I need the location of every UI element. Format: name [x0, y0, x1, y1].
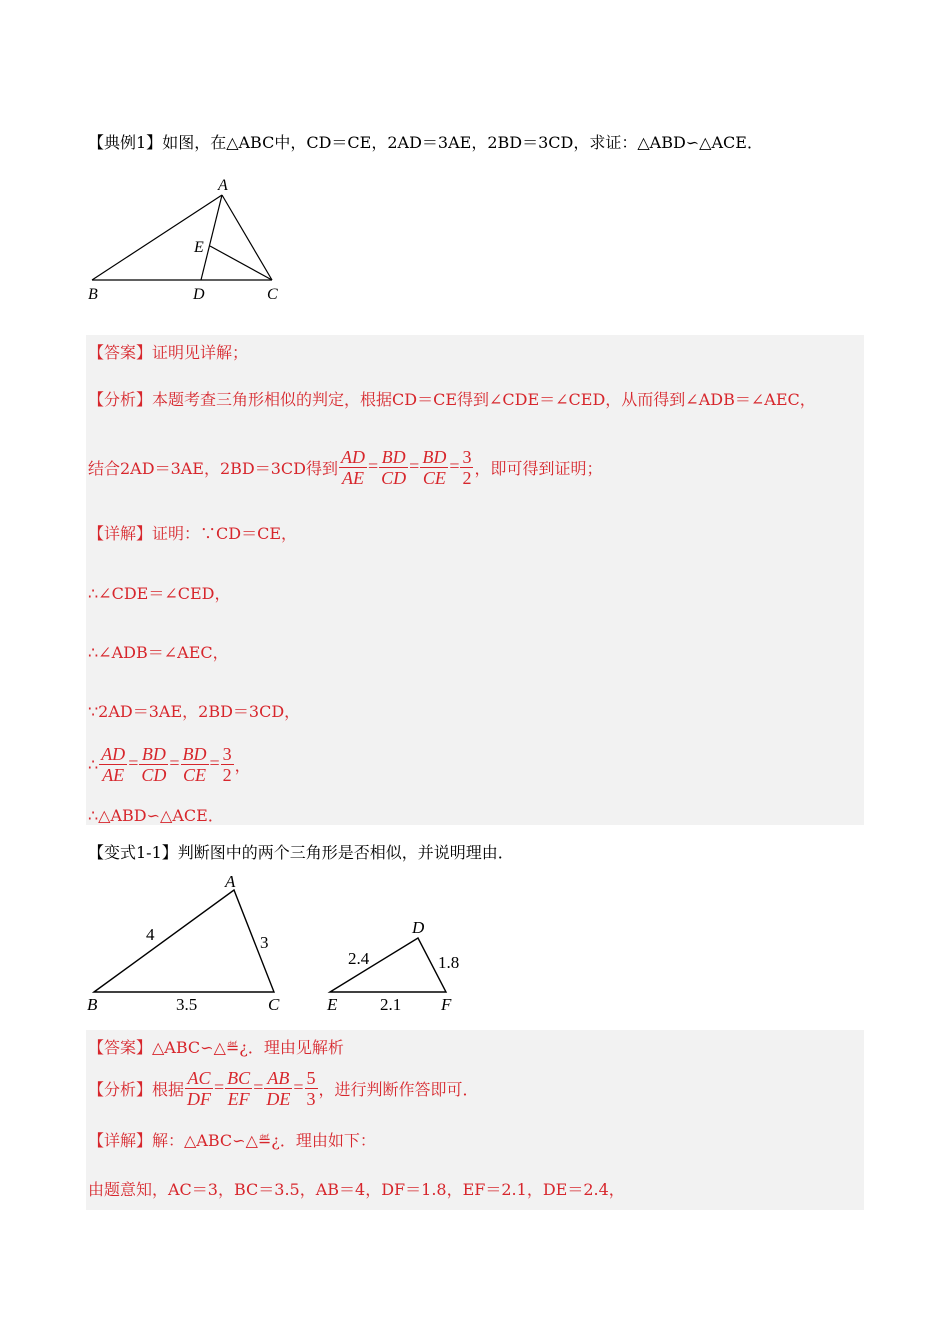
answer-1-detail-3: ∴∠ADB＝∠AEC， — [88, 643, 229, 662]
fig2-side-ed: 2.4 — [348, 949, 370, 968]
answer-1-detail-2: ∴∠CDE＝∠CED， — [88, 584, 231, 603]
fig2-label-a: A — [225, 872, 236, 891]
answer-1-answer: 【答案】证明见详解； — [88, 343, 249, 362]
frac-bd-ce-2: $\frac{BD}{CE}$ — [182, 744, 207, 785]
answer-2-detail-1: 【详解】解：△ABC∽△≝¿．理由如下： — [88, 1131, 376, 1150]
fig2-side-df: 1.8 — [438, 953, 460, 972]
frac-bd-ce: $\frac{BD}{CE}$ — [422, 447, 447, 488]
fig2-label-b: B — [87, 995, 98, 1014]
fig1-label-b: B — [88, 286, 98, 303]
answer-1-analysis-line-2: 结合2AD＝3AE，2BD＝3CD得到 $\frac{AD}{AE}$ = $\frac{BD}{CD}$ = $\frac{BD}{CE}$ = $\frac{3}{2}$ ，即可得到证明； — [88, 447, 603, 488]
answer-1-detail-4: ∵2AD＝3AE，2BD＝3CD， — [88, 702, 301, 721]
frac-bd-cd-2: $\frac{BD}{CD}$ — [141, 744, 167, 785]
fig1-label-c: C — [267, 286, 278, 303]
fig2-side-ac: 3 — [260, 933, 269, 952]
frac-5-3: $\frac{5}{3}$ — [306, 1068, 316, 1109]
fig2-label-d: D — [412, 918, 425, 937]
variant-1-text: 判断图中的两个三角形是否相似，并说明理由． — [177, 843, 514, 862]
fig2-label-c: C — [268, 995, 280, 1014]
frac-3-2: $\frac{3}{2}$ — [462, 447, 472, 488]
example-1-statement — [88, 130, 763, 153]
answer-2-answer: 【答案】△ABC∽△≝¿．理由见解析 — [88, 1038, 344, 1057]
frac-3-2-2: $\frac{3}{2}$ — [222, 744, 232, 785]
frac-ad-ae: $\frac{AD}{AE}$ — [341, 447, 365, 488]
frac-bd-cd: $\frac{BD}{CD}$ — [381, 447, 407, 488]
figure-2-triangles — [84, 870, 484, 1020]
frac-ad-ae-2: $\frac{AD}{AE}$ — [101, 744, 126, 785]
frac-bc-ef: $\frac{BC}{EF}$ — [227, 1068, 251, 1109]
fig1-label-d: D — [193, 286, 205, 303]
answer-1-detail-6: ∴△ABD∽△ACE． — [88, 806, 224, 825]
answer-2-detail-2: 由题意知，AC＝3，BC＝3.5，AB＝4，DF＝1.8，EF＝2.1，DE＝2.4， — [88, 1180, 625, 1199]
variant-1-heading: 【变式1-1】 — [88, 843, 178, 862]
answer-2-analysis: 【分析】根据 $\frac{AC}{DF}$ = $\frac{BC}{EF}$ = $\frac{AB}{DE}$ = $\frac{5}{3}$ ，进行判断作答即可． — [88, 1068, 479, 1109]
variant-1-statement — [88, 840, 514, 863]
fig2-label-e: E — [327, 995, 338, 1014]
frac-ab-de: $\frac{AB}{DE}$ — [266, 1068, 291, 1109]
fig1-label-e: E — [194, 239, 204, 256]
fig2-side-ab: 4 — [146, 925, 155, 944]
fig2-side-bc: 3.5 — [176, 995, 198, 1014]
answer-1-detail-1: 【详解】证明：∵CD＝CE， — [88, 524, 297, 543]
frac-ac-df: $\frac{AC}{DF}$ — [187, 1068, 212, 1109]
example-1-heading: 【典例1】 — [88, 133, 163, 152]
fig2-side-ef: 2.1 — [380, 995, 402, 1014]
answer-1-analysis-line-1: 【分析】本题考查三角形相似的判定，根据CD＝CE得到∠CDE＝∠CED，从而得到∠ADB＝∠AEC， — [88, 390, 816, 409]
example-1-text: 如图，在△ABC中，CD＝CE，2AD＝3AE，2BD＝3CD，求证：△ABD∽△ACE． — [162, 133, 763, 152]
fig1-label-a: A — [218, 177, 228, 194]
analysis-2-post: ，即可得到证明； — [474, 459, 603, 478]
fig2-label-f: F — [441, 995, 452, 1014]
analysis-2-pre: 结合2AD＝3AE，2BD＝3CD得到 — [88, 459, 338, 478]
figure-1-triangle — [84, 172, 294, 307]
answer-1-detail-5: ∴ $\frac{AD}{AE}$ = $\frac{BD}{CD}$ = $\frac{BD}{CE}$ = $\frac{3}{2}$ ， — [88, 744, 251, 785]
